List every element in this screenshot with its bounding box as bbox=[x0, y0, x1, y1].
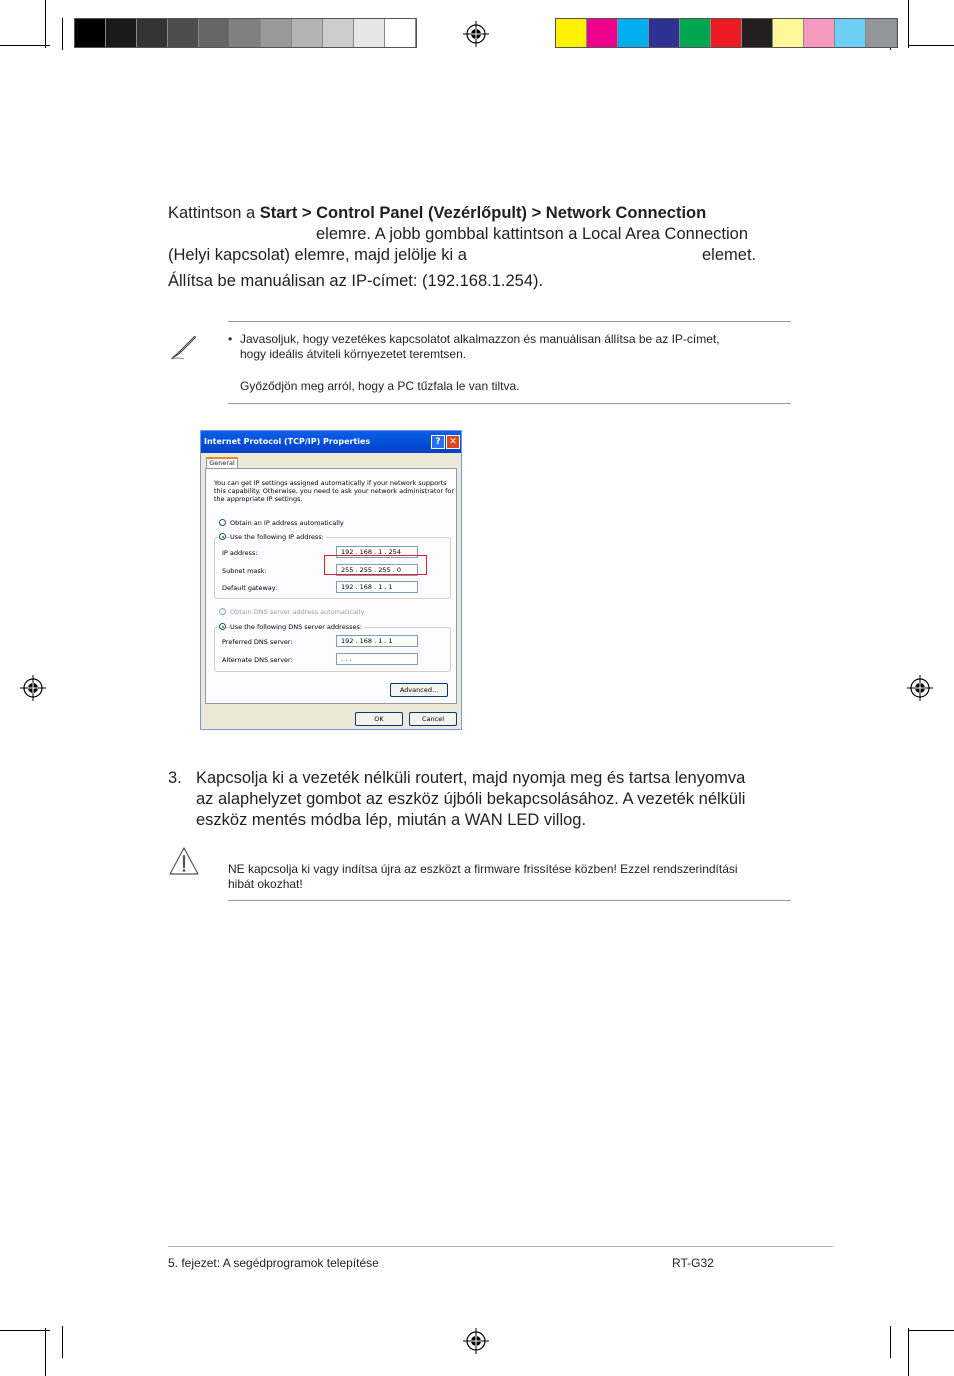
warning-icon bbox=[168, 845, 200, 877]
gray-swatch bbox=[261, 19, 292, 47]
warning-bottom-rule bbox=[228, 900, 791, 901]
step3-line-2: az alaphelyzet gombot az eszköz újbóli bekapcsolásához. A vezeték nélküli bbox=[196, 790, 746, 808]
crop-mark bbox=[62, 18, 63, 50]
warning-line-1: NE kapcsolja ki vagy indítsa újra az eszközt a firmware frissítése közben! Ezzel rendszerindítási bbox=[228, 862, 738, 876]
color-swatch bbox=[804, 19, 835, 47]
tcpip-properties-dialog bbox=[200, 430, 462, 730]
crop-mark bbox=[908, 45, 954, 46]
label-obtain-ip-auto: Obtain an IP address automatically bbox=[230, 519, 344, 527]
color-swatch bbox=[587, 19, 618, 47]
help-icon[interactable]: ? bbox=[431, 435, 445, 449]
grayscale-calibration-bar bbox=[74, 18, 417, 48]
label-default-gateway: Default gateway: bbox=[222, 584, 278, 592]
color-swatch bbox=[773, 19, 804, 47]
menu-path: Start > Control Panel (Vezérlőpult) > Network Connection bbox=[259, 204, 707, 222]
crop-mark bbox=[908, 0, 909, 48]
gray-swatch bbox=[385, 19, 416, 47]
color-swatch bbox=[556, 19, 587, 47]
gray-swatch bbox=[354, 19, 385, 47]
preferred-dns-field[interactable]: 192 . 168 . 1 . 1 bbox=[336, 635, 418, 647]
color-swatch bbox=[711, 19, 742, 47]
footer-model: RT-G32 bbox=[672, 1256, 714, 1270]
cancel-button[interactable]: Cancel bbox=[409, 712, 457, 726]
note-line-2: hogy ideális átviteli környezetet teremtsen. bbox=[240, 347, 467, 361]
step3-line-1: Kapcsolja ki a vezeték nélküli routert, majd nyomja meg és tartsa lenyomva bbox=[196, 769, 746, 787]
gray-swatch bbox=[323, 19, 354, 47]
tab-panel bbox=[205, 468, 457, 704]
description-line-2: this capability. Otherwise, you need to ask your network administrator for bbox=[214, 487, 455, 495]
note-line-1: Javasoljuk, hogy vezetékes kapcsolatot alkalmazzon és manuálisan állítsa be az IP-címet, bbox=[240, 332, 720, 346]
gray-swatch bbox=[75, 19, 106, 47]
close-icon[interactable]: ✕ bbox=[446, 435, 460, 449]
color-swatch bbox=[680, 19, 711, 47]
registration-mark-icon bbox=[463, 21, 489, 47]
instruction-line-3b: elemet. bbox=[702, 246, 757, 264]
alternate-dns-field[interactable]: . . . bbox=[336, 653, 418, 665]
description-line-1: You can get IP settings assigned automatically if your network supports bbox=[214, 479, 447, 487]
label-use-following-ip: Use the following IP address: bbox=[230, 533, 324, 541]
instruction-line-4: Állítsa be manuálisan az IP-címet: (192.168.1.254). bbox=[168, 272, 544, 290]
step-number: 3. bbox=[168, 769, 182, 787]
instruction-line-1: Kattintson a Start > Control Panel (Vezérlőpult) > Network Connection bbox=[168, 204, 707, 222]
registration-mark-icon bbox=[463, 1328, 489, 1354]
crop-mark bbox=[908, 1328, 909, 1376]
gray-swatch bbox=[199, 19, 230, 47]
crop-mark bbox=[0, 1330, 50, 1331]
note-pen-icon bbox=[168, 333, 198, 361]
label-subnet-mask: Subnet mask: bbox=[222, 567, 267, 575]
warning-line-2: hibát okozhat! bbox=[228, 877, 303, 891]
crop-mark bbox=[62, 1326, 63, 1358]
registration-mark-icon bbox=[907, 675, 933, 701]
ok-button[interactable]: OK bbox=[355, 712, 403, 726]
description-line-3: the appropriate IP settings. bbox=[214, 495, 303, 503]
dialog-title: Internet Protocol (TCP/IP) Properties bbox=[201, 431, 461, 453]
registration-mark-icon bbox=[20, 675, 46, 701]
instruction-line-2: elemre. A jobb gombbal kattintson a Local Area Connection bbox=[316, 225, 749, 243]
subnet-mask-field[interactable]: 255 . 255 . 255 . 0 bbox=[336, 564, 418, 576]
footer-chapter: 5. fejezet: A segédprogramok telepítése bbox=[168, 1256, 379, 1270]
color-swatch bbox=[866, 19, 897, 47]
radio-obtain-ip-auto[interactable] bbox=[219, 519, 226, 526]
color-swatch bbox=[742, 19, 773, 47]
label-alternate-dns: Alternate DNS server: bbox=[222, 656, 293, 664]
note-line-3: Győződjön meg arról, hogy a PC tűzfala le van tiltva. bbox=[240, 379, 520, 393]
radio-use-following-dns[interactable] bbox=[219, 623, 226, 630]
note-bottom-rule bbox=[228, 403, 791, 404]
default-gateway-field[interactable]: 192 . 168 . 1 . 1 bbox=[336, 581, 418, 593]
gray-swatch bbox=[137, 19, 168, 47]
crop-mark bbox=[890, 1326, 891, 1358]
radio-obtain-dns-auto[interactable] bbox=[219, 608, 226, 615]
footer-rule bbox=[168, 1246, 833, 1247]
advanced-button[interactable]: Advanced... bbox=[390, 683, 448, 697]
label-use-following-dns: Use the following DNS server addresses: bbox=[230, 623, 363, 631]
step3-line-3: eszköz mentés módba lép, miután a WAN LED villog. bbox=[196, 811, 587, 829]
instruction-line-3a: (Helyi kapcsolat) elemre, majd jelölje ki a bbox=[168, 246, 467, 264]
crop-mark bbox=[45, 1328, 46, 1376]
note-bullet: • bbox=[228, 332, 233, 346]
gray-swatch bbox=[230, 19, 261, 47]
color-swatch bbox=[618, 19, 649, 47]
ip-address-field[interactable]: 192 . 168 . 1 . 254 bbox=[336, 546, 418, 558]
radio-use-following-ip[interactable] bbox=[219, 533, 226, 540]
gray-swatch bbox=[168, 19, 199, 47]
label-ip-address: IP address: bbox=[222, 549, 258, 557]
color-calibration-bar bbox=[555, 18, 898, 48]
label-obtain-dns-auto: Obtain DNS server address automatically bbox=[230, 608, 365, 616]
gray-swatch bbox=[106, 19, 137, 47]
crop-mark bbox=[45, 0, 46, 48]
crop-mark bbox=[908, 1330, 954, 1331]
gray-swatch bbox=[292, 19, 323, 47]
color-swatch bbox=[835, 19, 866, 47]
subnet-mask-highlight bbox=[324, 555, 427, 575]
label-preferred-dns: Preferred DNS server: bbox=[222, 638, 293, 646]
note-top-rule bbox=[228, 321, 791, 322]
tab-general[interactable]: General bbox=[206, 457, 238, 469]
dns-group bbox=[214, 627, 451, 672]
crop-mark bbox=[0, 45, 50, 46]
color-swatch bbox=[649, 19, 680, 47]
